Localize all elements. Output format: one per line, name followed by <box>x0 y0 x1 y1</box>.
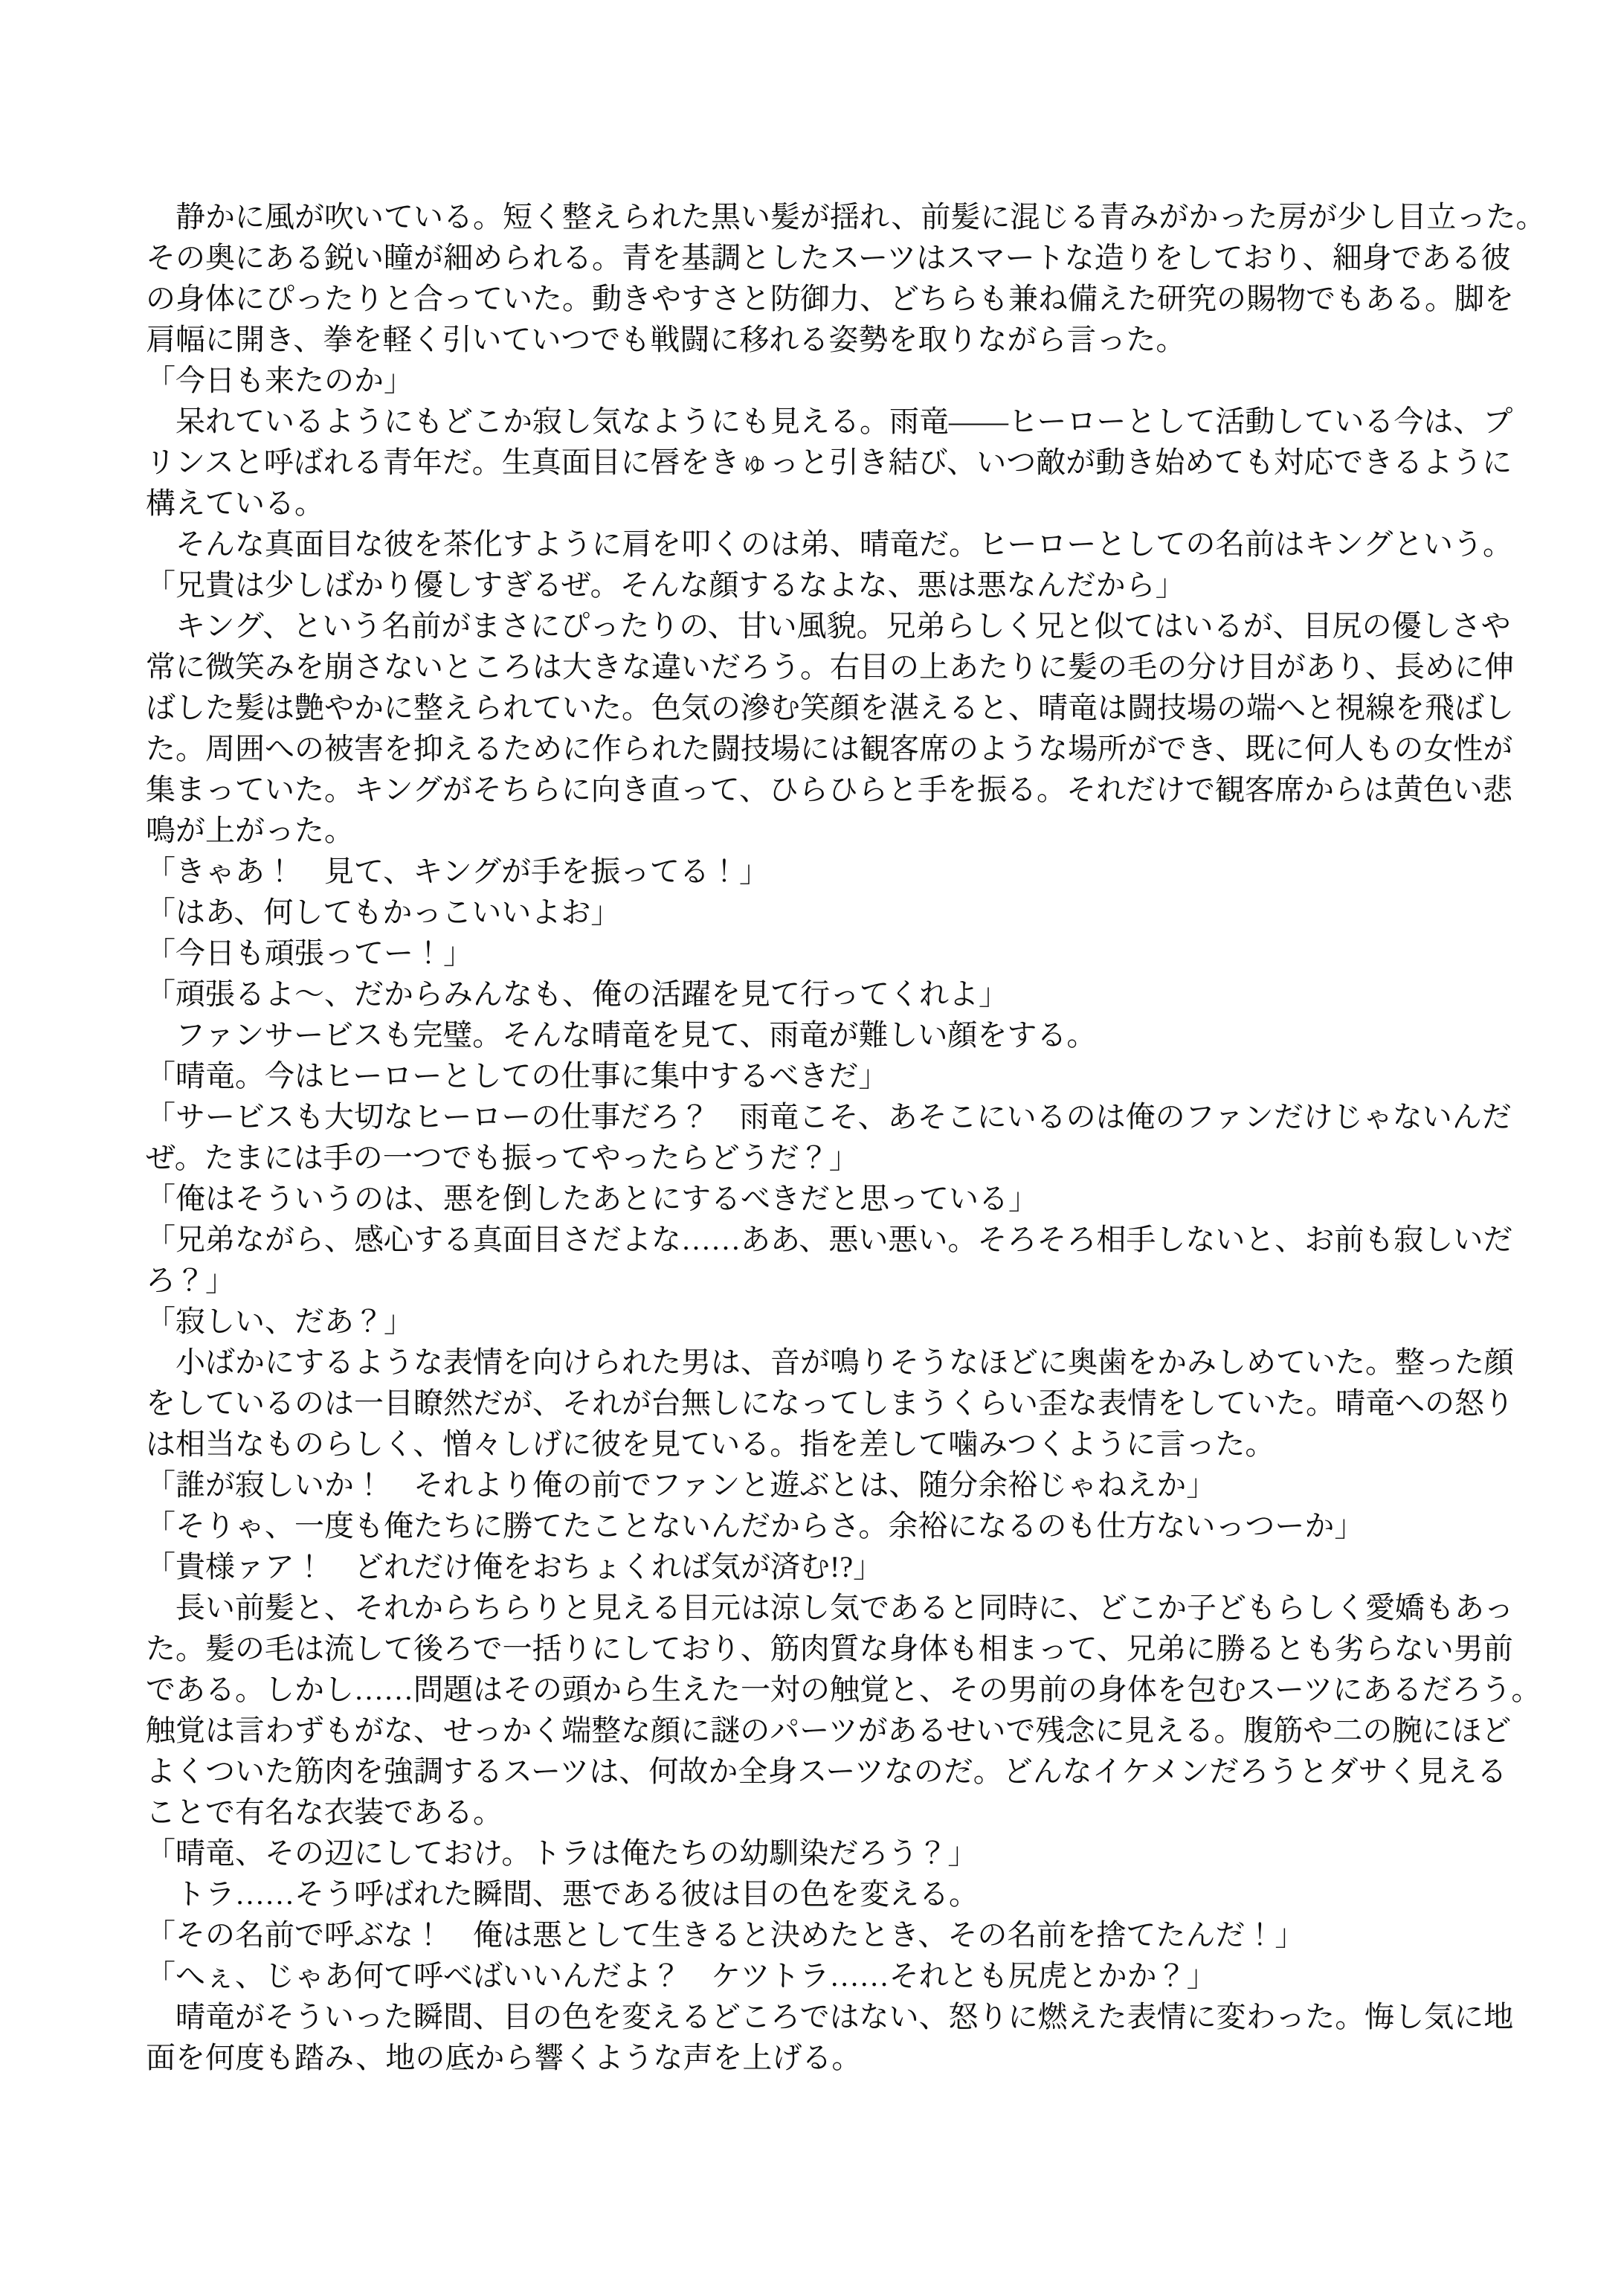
text-line: 「誰が寂しいか！ それより俺の前でファンと遊ぶとは、随分余裕じゃねえか」 <box>146 1468 1217 1502</box>
text-line: た。周囲への被害を抑えるために作られた闘技場には観客席のような場所ができ、既に何人もの女性が <box>146 732 1513 765</box>
text-line: 「頑張るよ〜、だからみんなも、俺の活躍を見て行ってくれよ」 <box>146 977 1008 1011</box>
text-line: 静かに風が吹いている。短く整えられた黒い髪が揺れ、前髪に混じる青みがかった房が少し目立った。 <box>146 200 1546 234</box>
text-line: 小ばかにするような表情を向けられた男は、音が鳴りそうなほどに奥歯をかみしめていた。整った顔 <box>146 1345 1514 1379</box>
text-line: 「寂しい、だあ？」 <box>146 1305 413 1338</box>
text-line: 「そりゃ、一度も俺たちに勝てたことないんだからさ。余裕になるのも仕方ないっつーか」 <box>146 1509 1364 1543</box>
text-line: よくついた筋肉を強調するスーツは、何故か全身スーツなのだ。どんなイケメンだろうとダサく見える <box>146 1755 1507 1788</box>
text-line: た。髪の毛は流して後ろで一括りにしており、筋肉質な身体も相まって、兄弟に勝るとも劣らない男前 <box>146 1632 1513 1665</box>
text-line: ばした髪は艶やかに整えられていた。色気の滲む笑顔を湛えると、晴竜は闘技場の端へと視線を飛ばし <box>146 691 1514 724</box>
text-line: 「兄弟ながら、感心する真面目さだよな……ああ、悪い悪い。そろそろ相手しないと、お前も寂しいだ <box>146 1223 1513 1256</box>
text-line: 「今日も来たのか」 <box>146 364 413 397</box>
text-line: 「その名前で呼ぶな！ 俺は悪として生きると決めたとき、その名前を捨てたんだ！」 <box>146 1918 1305 1952</box>
text-line: 常に微笑みを崩さないところは大きな違いだろう。右目の上あたりに髪の毛の分け目があり、長めに伸 <box>146 650 1514 684</box>
text-line: 構えている。 <box>146 486 324 520</box>
text-line: ろ？」 <box>146 1264 235 1297</box>
text-line: は相当なものらしく、憎々しげに彼を見ている。指を差して噛みつくように言った。 <box>146 1427 1275 1461</box>
text-line: そんな真面目な彼を茶化すように肩を叩くのは弟、晴竜だ。ヒーローとしての名前はキングという。 <box>146 527 1512 561</box>
text-line: 「へぇ、じゃあ何て呼べばいいんだよ？ ケツトラ……それとも尻虎とかか？」 <box>146 1959 1217 1993</box>
text-line: 「俺はそういうのは、悪を倒したあとにするべきだと思っている」 <box>146 1182 1038 1215</box>
body-text <box>146 196 1546 2078</box>
text-line: 面を何度も踏み、地の底から響くような声を上げる。 <box>146 2041 862 2074</box>
text-line: 晴竜がそういった瞬間、目の色を変えるどころではない、怒りに燃えた表情に変わった。悔し気に地 <box>146 2000 1514 2033</box>
text-line: 鳴が上がった。 <box>146 814 354 847</box>
text-line: 「今日も頑張ってー！」 <box>146 936 473 970</box>
text-line: の身体にぴったりと合っていた。動きやすさと防御力、どちらも兼ね備えた研究の賜物でもある。脚を <box>146 282 1514 315</box>
text-line: 「きゃあ！ 見て、キングが手を振ってる！」 <box>146 855 769 888</box>
text-line: リンスと呼ばれる青年だ。生真面目に唇をきゅっと引き結び、いつ敵が動き始めても対応できるように <box>146 446 1512 479</box>
text-line: 長い前髪と、それからちらりと見える目元は涼し気であると同時に、どこか子どもらしく愛嬌もあっ <box>146 1591 1514 1624</box>
text-line: 「晴竜。今はヒーローとしての仕事に集中するべきだ」 <box>146 1059 889 1093</box>
text-line: ことで有名な衣装である。 <box>146 1795 503 1829</box>
text-line: ファンサービスも完璧。そんな晴竜を見て、雨竜が難しい顔をする。 <box>146 1018 1097 1052</box>
text-line: である。しかし……問題はその頭から生えた一対の触覚と、その男前の身体を包むスーツにあるだろう。 <box>146 1673 1541 1706</box>
text-line: 「サービスも大切なヒーローの仕事だろ？ 雨竜こそ、あそこにいるのは俺のファンだけじゃないんだ <box>146 1100 1512 1133</box>
text-line: 「貴様ァア！ どれだけ俺をおちょくれば気が済む!?」 <box>146 1550 883 1583</box>
text-line: をしているのは一目瞭然だが、それが台無しになってしまうくらい歪な表情をしていた。晴竜への怒り <box>146 1386 1514 1420</box>
text-line: 肩幅に開き、拳を軽く引いていつでも戦闘に移れる姿勢を取りながら言った。 <box>146 323 1186 356</box>
text-line: その奥にある鋭い瞳が細められる。青を基調としたスーツはスマートな造りをしており、細身である彼 <box>146 241 1511 274</box>
text-line: 触覚は言わずもがな、せっかく端整な顔に謎のパーツがあるせいで残念に見える。腹筋や二の腕にほど <box>146 1714 1512 1747</box>
text-line: 「はあ、何してもかっこいいよお」 <box>146 895 621 929</box>
text-line: ぜ。たまには手の一つでも振ってやったらどうだ？」 <box>146 1141 859 1174</box>
text-line: 集まっていた。キングがそちらに向き直って、ひらひらと手を振る。それだけで観客席からは黄色い悲 <box>146 773 1512 806</box>
text-line: 「晴竜、その辺にしておけ。トラは俺たちの幼馴染だろう？」 <box>146 1836 978 1870</box>
text-line: 呆れているようにもどこか寂し気なようにも見える。雨竜――ヒーローとして活動している今は、プ <box>146 405 1513 438</box>
text-line: トラ……そう呼ばれた瞬間、悪である彼は目の色を変える。 <box>146 1877 979 1911</box>
text-line: 「兄貴は少しばかり優しすぎるぜ。そんな顔するなよな、悪は悪なんだから」 <box>146 568 1185 602</box>
text-line: キング、という名前がまさにぴったりの、甘い風貌。兄弟らしく兄と似てはいるが、目尻の優しさや <box>146 609 1511 643</box>
